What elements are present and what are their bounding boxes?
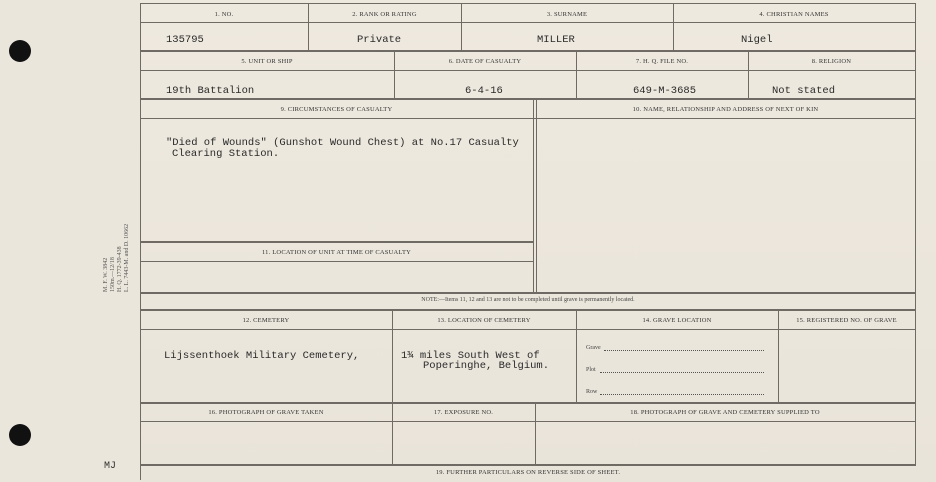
service-number: 135795 (166, 34, 204, 46)
rule (140, 3, 916, 4)
cemetery-value: Lijssenthoek Military Cemetery, (164, 350, 360, 362)
location-cemetery-line-1: 1¾ miles South West of (401, 350, 540, 362)
clerk-initials: MJ (104, 461, 117, 472)
header-religion: 8. RELIGION (811, 58, 852, 65)
religion-value: Not stated (772, 85, 836, 97)
rule (140, 329, 916, 330)
rule (140, 402, 916, 404)
header-no: 1. NO. (214, 11, 234, 18)
grave-label: Grave (586, 345, 601, 351)
surname-value: MILLER (537, 34, 575, 46)
rule (140, 50, 916, 52)
header-circumstances: 9. CIRCUMSTANCES OF CASUALTY (280, 106, 393, 113)
hq-file-value: 649-M-3685 (633, 85, 697, 97)
row-label: Row (586, 389, 598, 395)
date-value: 6-4-16 (465, 85, 503, 97)
header-further-particulars: 19. FURTHER PARTICULARS ON REVERSE SIDE OF SHEET. (435, 469, 621, 476)
rule (140, 464, 916, 466)
unit-value: 19th Battalion (166, 85, 255, 97)
form-code-line: M. F. W. 3842 (103, 257, 109, 292)
header-exposure: 17. EXPOSURE NO. (433, 409, 494, 416)
header-cemetery: 12. CEMETERY (242, 317, 290, 324)
form-code-line: H. Q. 1772-39-438 (117, 246, 123, 292)
rule (533, 98, 534, 292)
header-christian-names: 4. CHRISTIAN NAMES (759, 11, 829, 18)
header-location-cemetery: 13. LOCATION OF CEMETERY (437, 317, 531, 324)
rule (140, 22, 916, 23)
note-text: NOTE:—Items 11, 12 and 13 are not to be completed until grave is permanently located. (421, 297, 635, 303)
location-cemetery-line-2: Poperinghe, Belgium. (423, 360, 550, 372)
rule (140, 292, 916, 294)
header-surname: 3. SURNAME (546, 11, 588, 18)
row-line (600, 394, 764, 395)
header-location-unit: 11. LOCATION OF UNIT AT TIME OF CASUALTY (261, 249, 412, 256)
rule (140, 70, 916, 71)
rule (140, 241, 534, 243)
header-grave-location: 14. GRAVE LOCATION (642, 317, 712, 324)
header-photo-supplied: 18. PHOTOGRAPH OF GRAVE AND CEMETERY SUPPLIED TO (630, 409, 820, 416)
header-photo-grave: 16. PHOTOGRAPH OF GRAVE TAKEN (208, 409, 324, 416)
rule (536, 98, 537, 292)
header-registered-no: 15. REGISTERED NO. OF GRAVE (796, 317, 897, 324)
form-code (103, 212, 143, 292)
plot-line (600, 372, 764, 373)
circumstances-line-2: Clearing Station. (172, 148, 280, 160)
christian-names-value: Nigel (741, 34, 773, 46)
punch-hole-top (9, 40, 31, 62)
rule (140, 421, 916, 422)
header-rank: 2. RANK OR RATING (352, 11, 417, 18)
rule (140, 98, 916, 100)
header-date: 6. DATE OF CASUALTY (448, 58, 522, 65)
rule (140, 309, 916, 311)
rule (140, 118, 916, 119)
grave-line (604, 350, 764, 351)
form-code-line: L. L. 7443-M. and D. 10662 (124, 223, 130, 292)
rule (140, 261, 534, 262)
form-right-border (915, 3, 916, 465)
plot-label: Plot (586, 367, 596, 373)
punch-hole-bottom (9, 424, 31, 446)
circumstances-line-1: "Died of Wounds" (Gunshot Wound Chest) at No.17 Casualty (166, 137, 519, 149)
form-code-line: 150m.—12/18 (110, 257, 116, 292)
header-hq-file: 7. H. Q. FILE NO. (635, 58, 689, 65)
header-next-of-kin: 10. NAME, RELATIONSHIP AND ADDRESS OF NEXT OF KIN (632, 106, 819, 113)
header-unit: 5. UNIT OR SHIP (241, 58, 293, 65)
rank-value: Private (357, 34, 402, 46)
